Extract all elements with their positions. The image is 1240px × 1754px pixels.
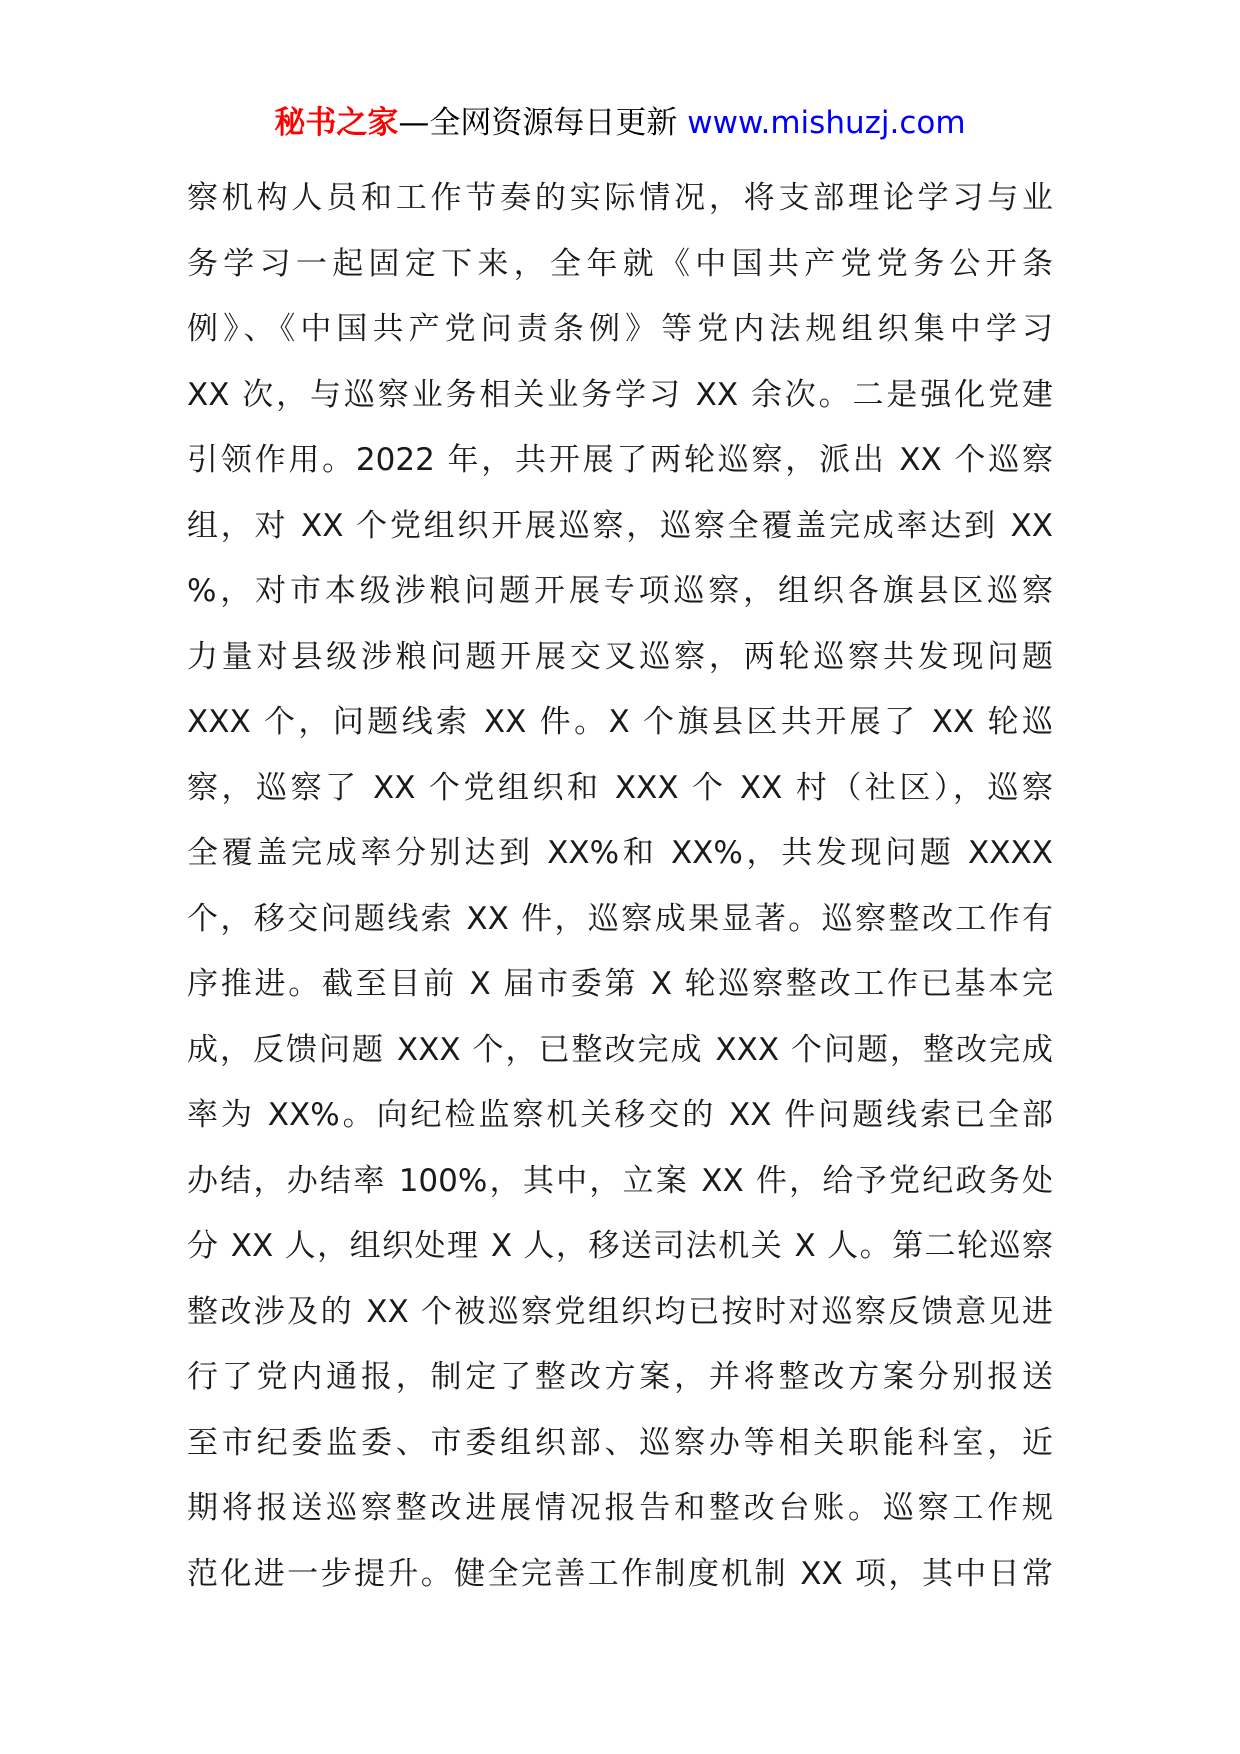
text-line: 例》、《中国共产党问责条例》等党内法规组织集中学习 (187, 311, 1053, 347)
text-line: XXX 个，问题线索 XX 件。X 个旗县区共开展了 XX 轮巡 (187, 704, 1053, 740)
text-line: 整改涉及的 XX 个被巡察党组织均已按时对巡察反馈意见进 (187, 1293, 1053, 1330)
text-line: 全覆盖完成率分别达到 XX%和 XX%，共发现问题 XXXX (187, 835, 1053, 871)
page-header (0, 100, 1240, 146)
text-line: 办结，办结率 100%，其中，立案 XX 件，给予党纪政务处 (187, 1162, 1053, 1199)
text-line: 分 XX 人，组织处理 X 人，移送司法机关 X 人。第二轮巡察 (187, 1228, 1053, 1264)
text-line: 行了党内通报，制定了整改方案，并将整改方案分别报送 (187, 1359, 1053, 1395)
text-line: 序推进。截至目前 X 届市委第 X 轮巡察整改工作已基本完 (187, 966, 1053, 1002)
text-line: 察，巡察了 XX 个党组织和 XXX 个 XX 村（社区），巡察 (187, 769, 1053, 806)
text-line: 至市纪委监委、市委组织部、巡察办等相关职能科室，近 (187, 1424, 1053, 1461)
text-line: 成，反馈问题 XXX 个，已整改完成 XXX 个问题，整改完成 (187, 1031, 1053, 1068)
site-name: 秘书之家 (274, 105, 399, 141)
text-line: 期将报送巡察整改进展情况报告和整改台账。巡察工作规 (187, 1490, 1053, 1526)
text-line: 范化进一步提升。健全完善工作制度机制 XX 项，其中日常 (187, 1555, 1053, 1592)
text-line: 率为 XX%。向纪检监察机关移交的 XX 件问题线索已全部 (187, 1097, 1053, 1133)
text-line: 组，对 XX 个党组织开展巡察，巡察全覆盖完成率达到 XX (187, 507, 1053, 544)
site-tagline: —全网资源每日更新 (398, 105, 678, 141)
text-line: %，对市本级涉粮问题开展专项巡察，组织各旗县区巡察 (187, 573, 1053, 609)
body-paragraph (187, 166, 1053, 1607)
site-url-link[interactable]: www.mishuzj.com (687, 105, 966, 141)
text-line: 力量对县级涉粮问题开展交叉巡察，两轮巡察共发现问题 (187, 638, 1053, 675)
text-line: 引领作用。2022 年，共开展了两轮巡察，派出 XX 个巡察 (187, 442, 1053, 478)
text-line: 务学习一起固定下来，全年就《中国共产党党务公开条 (187, 245, 1053, 282)
text-line: 察机构人员和工作节奏的实际情况，将支部理论学习与业 (187, 180, 1053, 216)
text-line: 个，移交问题线索 XX 件，巡察成果显著。巡察整改工作有 (187, 900, 1053, 937)
text-line: XX 次，与巡察业务相关业务学习 XX 余次。二是强化党建 (187, 376, 1053, 413)
